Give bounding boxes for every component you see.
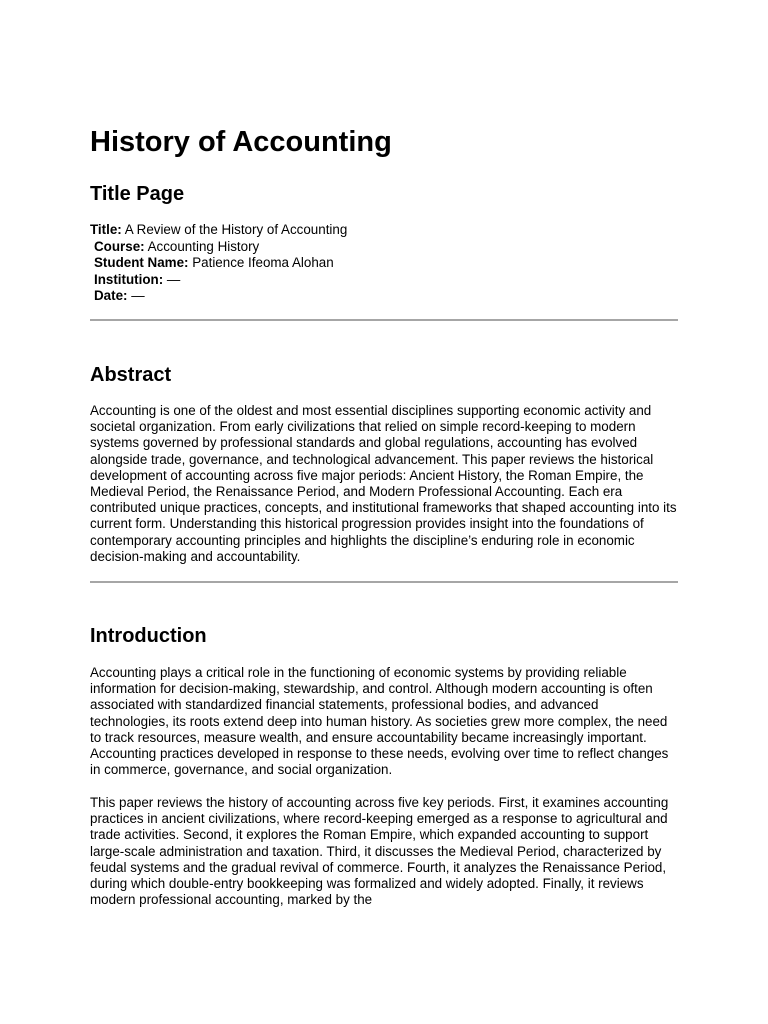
date-value: — — [127, 288, 145, 303]
title-field — [90, 222, 347, 239]
section-divider — [90, 319, 678, 321]
course-field-label: Course: — [94, 238, 145, 254]
abstract-heading: Abstract — [90, 364, 172, 386]
title-field-value: A Review of the History of Accounting — [121, 222, 348, 237]
date-field — [90, 288, 347, 305]
title-field-label: Title: — [90, 222, 122, 237]
student-name-field — [90, 255, 347, 272]
course-field-value: Accounting History — [144, 238, 260, 254]
institution-value: — — [163, 271, 181, 287]
introduction-paragraph: Accounting plays a critical role in the functioning of economic systems by providing reliable information for decision-making, stewardship, and control. Although modern accounting is often associated with standardized financial statements, professional bodies, and advanced technologies, its roots extend deep into human history. As societies grew more complex, the need to track resources, measure wealth, and ensure accountability became increasingly important. Accounting practices developed in response to these needs, evolving over time to reflect changes in commerce, governance, and social organization. — [90, 665, 669, 778]
introduction-paragraph: This paper reviews the history of accounting across five key periods. First, it examines accounting practices in ancient civilizations, where record-keeping emerged as a response to agricultural and trade activities. Second, it explores the Roman Empire, which expanded accounting to support large-scale administration and taxation. Third, it discusses the Medieval Period, characterized by feudal systems and the gradual revival of commerce. Fourth, it analyzes the Renaissance Period, during which double-entry bookkeeping was formalized and widely adopted. Finally, it reviews modern professional accounting, marked by the — [90, 795, 669, 908]
course-field — [90, 239, 347, 256]
section-divider — [90, 581, 678, 583]
date-label: Date: — [94, 288, 128, 303]
student-name-label: Student Name: — [94, 255, 189, 270]
document-title: History of Accounting — [90, 126, 392, 158]
title-page-heading: Title Page — [90, 183, 185, 205]
introduction-heading: Introduction — [90, 625, 207, 647]
title-page-fields — [90, 222, 347, 305]
abstract-paragraph: Accounting is one of the oldest and most essential disciplines supporting economic activity and societal organization. From early civilizations that relied on simple record-keeping to modern systems governed by professional standards and global regulations, accounting has evolved alongside trade, governance, and technological advancement. This paper reviews the historical development of accounting across five major periods: Ancient History, the Roman Empire, the Medieval Period, the Renaissance Period, and Modern Professional Accounting. Each era contributed unique practices, concepts, and institutional frameworks that shaped accounting into its current form. Understanding this historical progression provides insight into the foundations of contemporary accounting principles and highlights the discipline’s enduring role in economic decision-making and accountability. — [90, 403, 677, 564]
student-name-value: Patience Ifeoma Alohan — [188, 255, 334, 270]
institution-label: Institution: — [94, 271, 164, 287]
institution-field — [90, 272, 347, 289]
